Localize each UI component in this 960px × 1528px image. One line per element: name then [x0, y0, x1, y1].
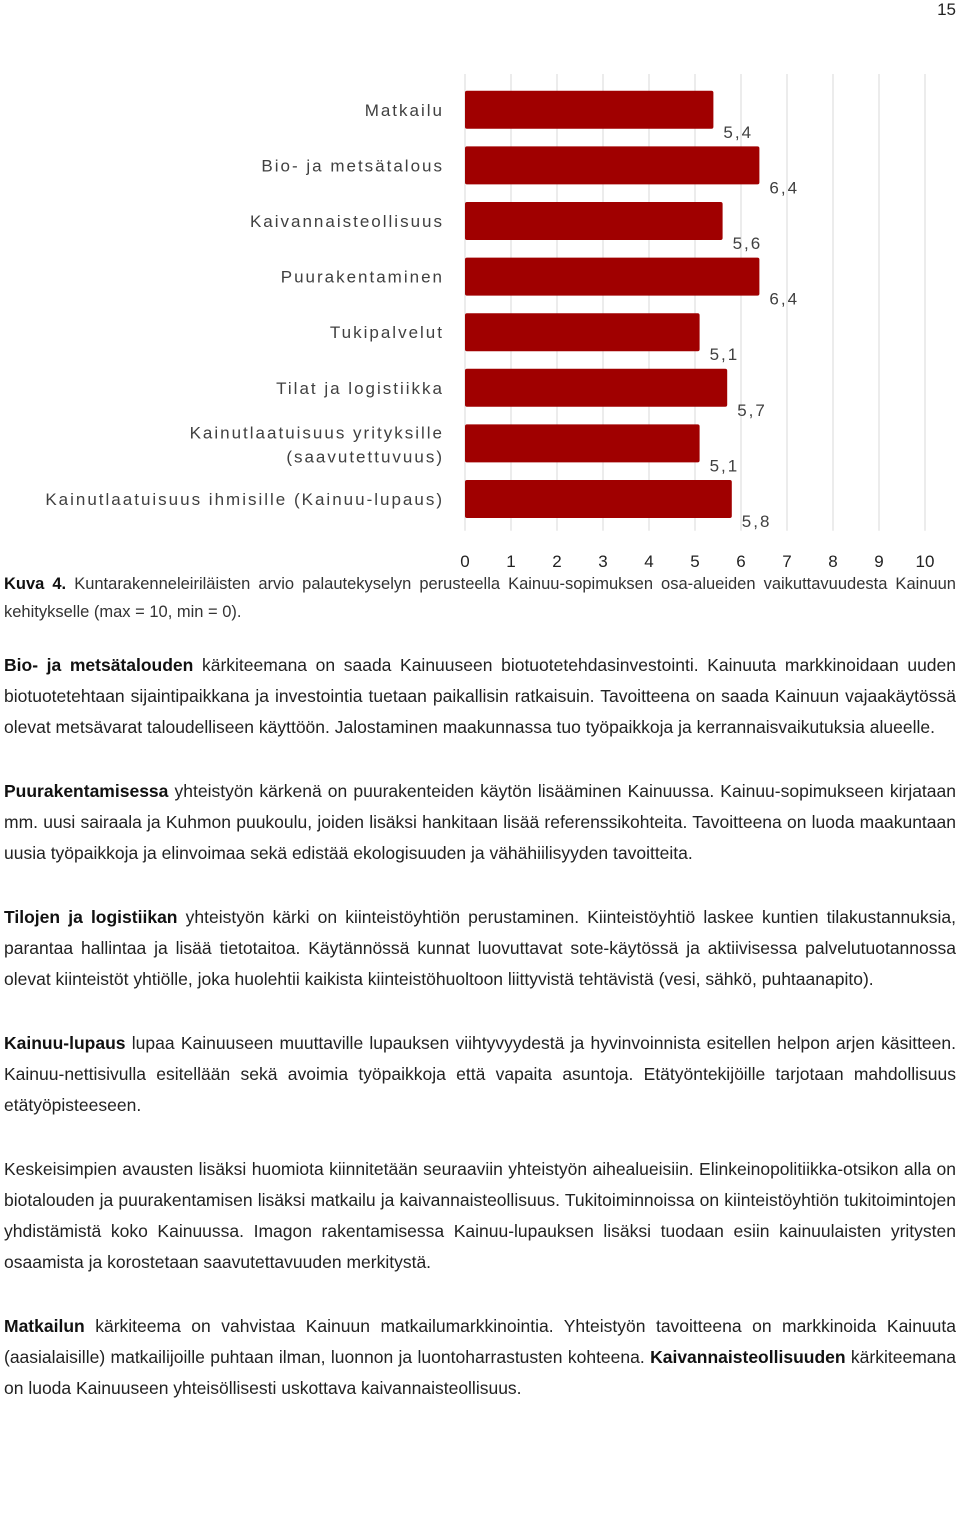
- caption-label: Kuva 4.: [4, 575, 67, 593]
- bar: [465, 369, 727, 407]
- caption-text: Kuntarakenneleiriläisten arvio palautekyselyn perusteella Kainuu-sopimuksen osa-alueiden vaikuttavuudesta Kainuun kehitykselle (max = 10, min = 0).: [4, 575, 956, 621]
- x-tick-label: 10: [915, 551, 935, 571]
- page-number: 15: [937, 0, 956, 19]
- x-tick-label: 3: [598, 551, 608, 571]
- category-label: Kainutlaatuisuus ihmisille (Kainuu-lupaus): [45, 490, 444, 509]
- x-tick-label: 9: [874, 551, 884, 571]
- paragraph-text: yhteistyön kärki on kiinteistöyhtiön perustaminen. Kiinteistöyhtiö laskee kuntien tilakustannuksia, parantaa hallintaa ja lisää tietotaitoa. Käytännössä kunnat luovuttavat sote-käytössä ja aktiivisessa palvelutuotannossa olevat kiinteistöt yhtiölle, joka huolehtii kaikista kiinteistöhuoltoon liittyvistä tehtävistä (vesi, sähkö, puhtaanapito).: [4, 907, 957, 989]
- value-label: 5,4: [723, 122, 754, 142]
- paragraph-text: yhteistyön kärkenä on puurakenteiden käytön lisääminen Kainuussa. Kainuu-sopimukseen kirjataan mm. uusi sairaala ja Kuhmon puukoulu, joiden lisäksi hankitaan lisää referenssikohteita. Tavoitteena on luoda maakuntaan uusia työpaikkoja ja elinvoimaa sekä edistää ekologisuuden ja vähähiilisyyden tavoitteita.: [4, 781, 956, 863]
- paragraph-lead: Kainuu-lupaus: [4, 1033, 126, 1053]
- bar: [465, 146, 759, 184]
- figure-caption: [4, 570, 956, 626]
- category-label: Tilat ja logistiikka: [276, 378, 444, 398]
- x-tick-label: 6: [736, 551, 746, 571]
- x-tick-label: 7: [782, 551, 792, 571]
- body-text: [4, 650, 956, 1437]
- category-label: Puurakentaminen: [280, 267, 444, 287]
- paragraph-kainuu-lupaus: [4, 1028, 956, 1121]
- paragraph-lead-2: Kaivannaisteollisuuden: [650, 1347, 846, 1367]
- paragraph-text: lupaa Kainuuseen muuttaville lupauksen viihtyvyydestä ja hyvinvoinnista esitellen helpon arjen käsitteen. Kainuu-nettisivulla esitellään sekä avoimia työpaikkoja että vapaita asuntoja. Etätyöntekijöille tarjotaan mahdollisuus etätyöpisteeseen.: [4, 1033, 956, 1115]
- category-label: Tukipalvelut: [329, 323, 444, 343]
- value-label: 5,1: [709, 456, 740, 476]
- paragraph-puurakentaminen: [4, 776, 956, 869]
- category-label: Bio- ja metsätalous: [261, 156, 444, 176]
- value-label: 5,6: [732, 234, 763, 253]
- paragraph-text: kärkiteemana on saada Kainuuseen biotuotetehdasinvestointi. Kainuuta markkinoidaan uuden biotuotetehtaan sijaintipaikkana ja investointia tuetaan paikallisin ratkaisuin. Tavoitteena on saada Kainuun vajaakäytössä olevat metsävarat taloudelliseen käyttöön. Jalostaminen maakunnassa tuo työpaikkoja ja kerrannaisvaikutuksia alueelle.: [4, 655, 956, 737]
- value-label: 6,4: [769, 178, 800, 198]
- bar: [465, 480, 732, 518]
- x-tick-label: 8: [828, 551, 838, 571]
- bar-chart: [0, 60, 960, 571]
- value-label: 5,8: [741, 512, 772, 531]
- paragraph-text: Keskeisimpien avausten lisäksi huomiota kiinnitetään seuraaviin yhteistyön aihealueisiin. Elinkeinopolitiikka-otsikon alla on biotalouden ja puurakentamisen lisäksi matkailu ja kaivannaisteollisuus. Tukitoiminnoissa on kiinteistöyhtiön tukitoimintojen yhdistämistä koko Kainuussa. Imagon rakentamisessa Kainuu-lupauksen lisäksi tuodaan esiin kainuulaisten yritysten osaamista ja korostetaan saavutettavuuden merkitystä.: [4, 1159, 956, 1272]
- category-label: Kainutlaatuisuus yrityksille (saavutettuvuus): [189, 423, 444, 467]
- paragraph-lead: Tilojen ja logistiikan: [4, 907, 178, 927]
- bar: [465, 202, 723, 240]
- bar: [465, 313, 700, 351]
- paragraph-matkailu: [4, 1311, 956, 1404]
- category-label: Kaivannaisteollisuus: [249, 212, 444, 231]
- value-label: 6,4: [769, 289, 800, 309]
- paragraph-text: kärkiteema on vahvistaa Kainuun matkailumarkkinointia. Yhteistyön tavoitteena on markkinoida Kainuuta (aasialaisille) matkailijoille puhtaan ilman, luonnon ja luontoharrastusten kohteena.: [4, 1316, 956, 1367]
- x-tick-label: 1: [506, 551, 516, 571]
- chart-x-tick-labels: [460, 552, 934, 571]
- value-label: 5,7: [737, 400, 767, 420]
- paragraph-keskeisimmat: [4, 1154, 956, 1278]
- value-label: 5,1: [709, 345, 740, 365]
- chart-bars: [465, 91, 759, 518]
- paragraph-lead: Matkailun: [4, 1316, 85, 1336]
- paragraph-tilat: [4, 902, 956, 995]
- x-tick-label: 0: [460, 551, 470, 571]
- x-tick-label: 4: [644, 551, 654, 571]
- x-tick-label: 2: [552, 551, 562, 571]
- paragraph-lead: Puurakentamisessa: [4, 781, 169, 801]
- bar: [465, 424, 700, 462]
- chart-category-labels: [45, 101, 444, 509]
- paragraph-text-2: kärkiteemana on luoda Kainuuseen yhteisöllisesti uskottava kaivannaisteollisuus.: [4, 1347, 956, 1398]
- paragraph-lead: Bio- ja metsätalouden: [4, 655, 194, 675]
- paragraph-bio: [4, 650, 956, 743]
- bar: [465, 91, 713, 129]
- bar: [465, 258, 759, 296]
- x-tick-label: 5: [690, 551, 700, 571]
- category-label: Matkailu: [364, 100, 444, 120]
